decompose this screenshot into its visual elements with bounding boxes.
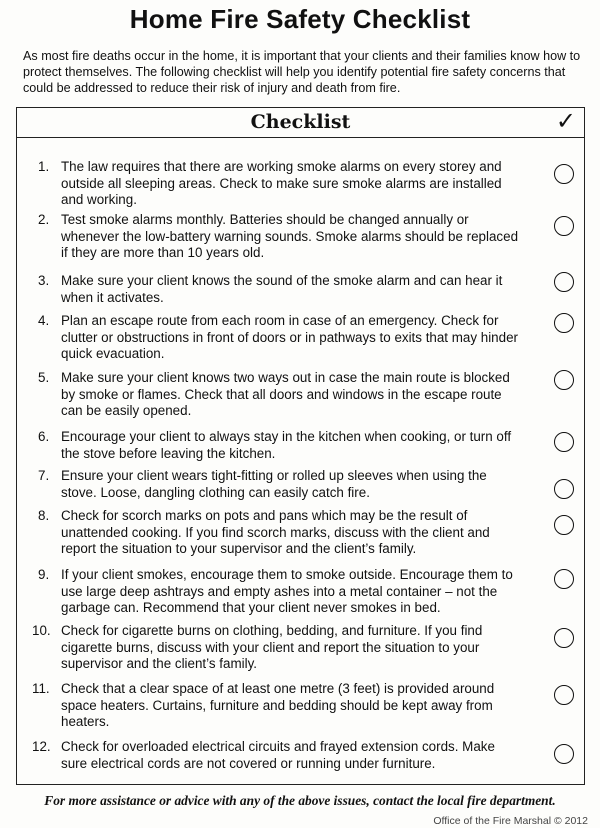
item-number: 9. (38, 567, 50, 582)
checkmark-icon: ✓ (555, 107, 576, 135)
item-text: Plan an escape route from each room in case of an emergency. Check for clutter or obstructions in front of doors or in pathways to exits that may hinder quick evacuation. (61, 313, 518, 362)
item-text: If your client smokes, encourage them to smoke outside. Encourage them to use large deep ashtrays and empty ashes into a metal container – not the garbage can. Recommend that your client never smokes in bed. (61, 567, 513, 616)
checkbox-circle-icon[interactable] (554, 685, 574, 705)
page-title: Home Fire Safety Checklist (129, 4, 471, 34)
checklist-header (17, 108, 584, 138)
intro-paragraph: As most fire deaths occur in the home, it is important that your clients and their families know how to protect themselves. The following checklist will help you identify potential fire safety concerns that could be addressed to reduce their risk of injury and death from fire. (23, 49, 581, 95)
checkbox-circle-icon[interactable] (554, 370, 574, 390)
item-number: 6. (38, 429, 50, 444)
item-number: 12. (32, 739, 51, 754)
checkbox-circle-icon[interactable] (554, 272, 574, 292)
item-number: 7. (38, 468, 50, 483)
item-text: Check for cigarette burns on clothing, bedding, and furniture. If you find cigarette burns, discuss with your client and report the situation to your supervisor and the client’s family. (61, 623, 483, 672)
checkbox-circle-icon[interactable] (554, 569, 574, 589)
checklist-heading: Checklist (250, 111, 351, 133)
checkbox-circle-icon[interactable] (554, 515, 574, 535)
checkbox-circle-icon[interactable] (554, 216, 574, 236)
item-text: Check that a clear space of at least one metre (3 feet) is provided around space heaters. Curtains, furniture and bedding should be kept away from heaters. (61, 681, 495, 730)
item-number: 11. (32, 681, 50, 696)
item-number: 1. (38, 159, 50, 174)
checkbox-circle-icon[interactable] (554, 313, 574, 333)
item-number: 5. (38, 370, 50, 385)
item-text: Check for scorch marks on pots and pans which may be the result of unattended cooking. If you find scorch marks, discuss with the client and report the situation to your supervisor and the client’s family. (61, 508, 490, 557)
item-number: 2. (38, 212, 50, 227)
footer-note: For more assistance or advice with any of the above issues, contact the local fire department. (44, 793, 556, 808)
checkbox-circle-icon[interactable] (554, 628, 574, 648)
item-number: 3. (38, 273, 50, 288)
checkbox-circle-icon[interactable] (554, 479, 574, 499)
checklist-box (16, 107, 585, 785)
checkbox-circle-icon[interactable] (554, 744, 574, 764)
item-text: Make sure your client knows the sound of the smoke alarm and can hear it when it activates. (61, 273, 503, 305)
copyright-credit: Office of the Fire Marshal © 2012 (433, 815, 588, 827)
item-text: Make sure your client knows two ways out in case the main route is blocked by smoke or flames. Check that all doors and windows in the escape route can be easily opened. (61, 370, 510, 419)
item-text: The law requires that there are working smoke alarms on every storey and outside all sleeping areas. Check to make sure smoke alarms are installed and working. (61, 159, 502, 208)
item-text: Ensure your client wears tight-fitting or rolled up sleeves when using the stove. Loose, dangling clothing can easily catch fire. (61, 468, 487, 500)
item-text: Test smoke alarms monthly. Batteries should be changed annually or whenever the low-battery warning sounds. Smoke alarms should be replaced if they are more than 10 years old. (61, 212, 519, 261)
item-number: 4. (38, 313, 50, 328)
item-number: 10. (32, 623, 51, 638)
item-text: Check for overloaded electrical circuits and frayed extension cords. Make sure electrical cords are not covered or running under furniture. (61, 739, 495, 771)
item-text: Encourage your client to always stay in the kitchen when cooking, or turn off the stove before leaving the kitchen. (61, 429, 512, 461)
item-number: 8. (38, 508, 50, 523)
checkbox-circle-icon[interactable] (554, 164, 574, 184)
checkbox-circle-icon[interactable] (554, 432, 574, 452)
